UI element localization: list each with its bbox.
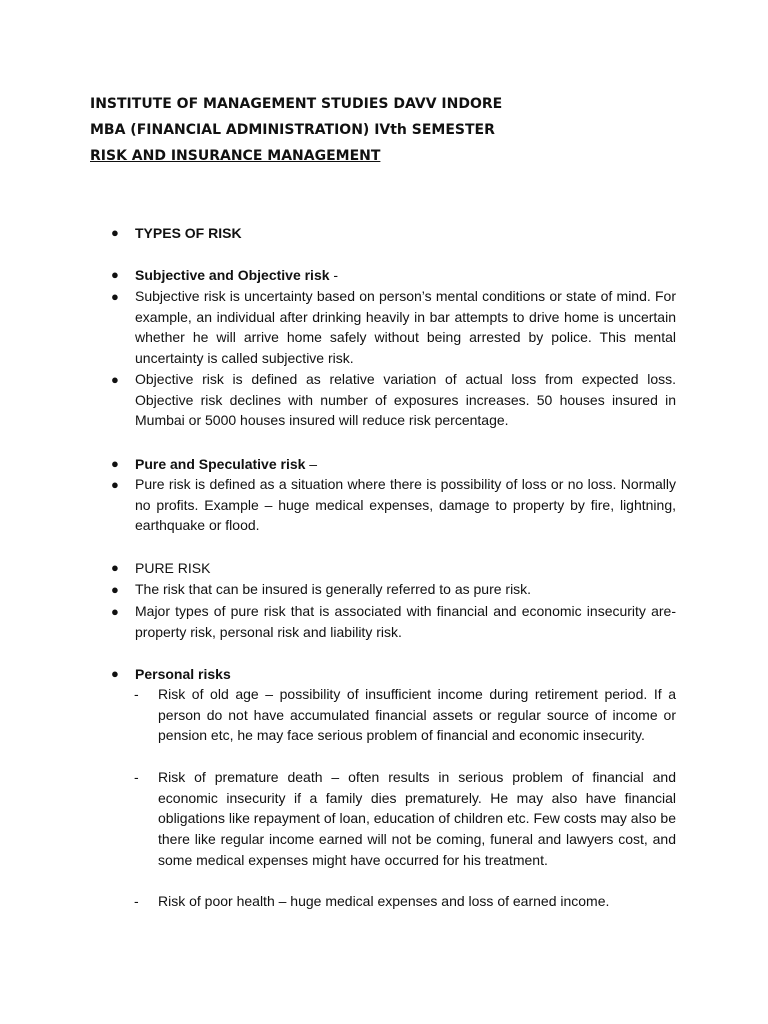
course-heading: RISK AND INSURANCE MANAGEMENT xyxy=(90,148,381,164)
objective-risk-paragraph: Objective risk is defined as relative variation of actual loss from expected loss. Objective risk declines with number of exposures increases. 50 houses insured in Mumbai or 5000 houses insured will reduce risk percentage. xyxy=(135,371,676,429)
subjective-objective-heading xyxy=(135,266,338,284)
bullet-icon: ● xyxy=(111,456,119,471)
pure-speculative-suffix: – xyxy=(305,456,318,472)
subjective-objective-title: Subjective and Objective risk xyxy=(135,267,330,283)
bullet-icon: ● xyxy=(111,267,119,282)
bullet-icon: ● xyxy=(111,372,119,387)
pure-risk-point-1: The risk that can be insured is generally referred to as pure risk. xyxy=(135,581,532,597)
dash-marker: - xyxy=(134,893,139,909)
types-of-risk-heading: TYPES OF RISK xyxy=(135,225,242,241)
bullet-icon: ● xyxy=(111,289,119,304)
program-heading: MBA (FINANCIAL ADMINISTRATION) IVth SEMESTER xyxy=(90,122,495,138)
bullet-icon: ● xyxy=(111,604,119,619)
personal-risk-old-age: Risk of old age – possibility of insufficient income during retirement period. If a person do not have accumulated financial assets or regular source of income or pension etc, he may face serious problem of financial and economic insecurity. xyxy=(158,686,676,744)
personal-risk-poor-health: Risk of poor health – huge medical expenses and loss of earned income. xyxy=(158,893,610,909)
bullet-icon: ● xyxy=(111,225,119,240)
pure-risk-definition-paragraph: Pure risk is defined as a situation where there is possibility of loss or no loss. Normally no profits. Example – huge medical expenses, damage to property by fire, lightning, earthquake or flood. xyxy=(135,476,676,534)
personal-risks-heading: Personal risks xyxy=(135,666,231,682)
dash-marker: - xyxy=(134,686,139,702)
bullet-icon: ● xyxy=(111,666,119,681)
subjective-objective-suffix: - xyxy=(329,267,339,283)
pure-risk-point-2: Major types of pure risk that is associated with financial and economic insecurity are- property risk, personal risk and liability risk. xyxy=(135,603,676,640)
dash-marker: - xyxy=(134,769,139,785)
pure-risk-heading: PURE RISK xyxy=(135,560,211,576)
pure-speculative-title: Pure and Speculative risk xyxy=(135,456,306,472)
subjective-risk-paragraph: Subjective risk is uncertainty based on person’s mental conditions or state of mind. For example, an individual after drinking heavily in bar attempts to drive home is uncertain whether he will arrive home safely without being arrested by police. This mental uncertainty is called subjective risk. xyxy=(135,288,676,367)
bullet-icon: ● xyxy=(111,582,119,597)
pure-speculative-heading xyxy=(135,455,317,473)
bullet-icon: ● xyxy=(111,477,119,492)
bullet-icon: ● xyxy=(111,560,119,575)
personal-risk-premature-death: Risk of premature death – often results in serious problem of financial and economic insecurity if a family dies prematurely. He may also have financial obligations like repayment of loan, education of children etc. Few costs may also be there like regular income earned will not be coming, funeral and lawyers cost, and some medical expenses might have occurred for his treatment. xyxy=(158,769,676,868)
institute-heading: INSTITUTE OF MANAGEMENT STUDIES DAVV INDORE xyxy=(90,96,503,112)
